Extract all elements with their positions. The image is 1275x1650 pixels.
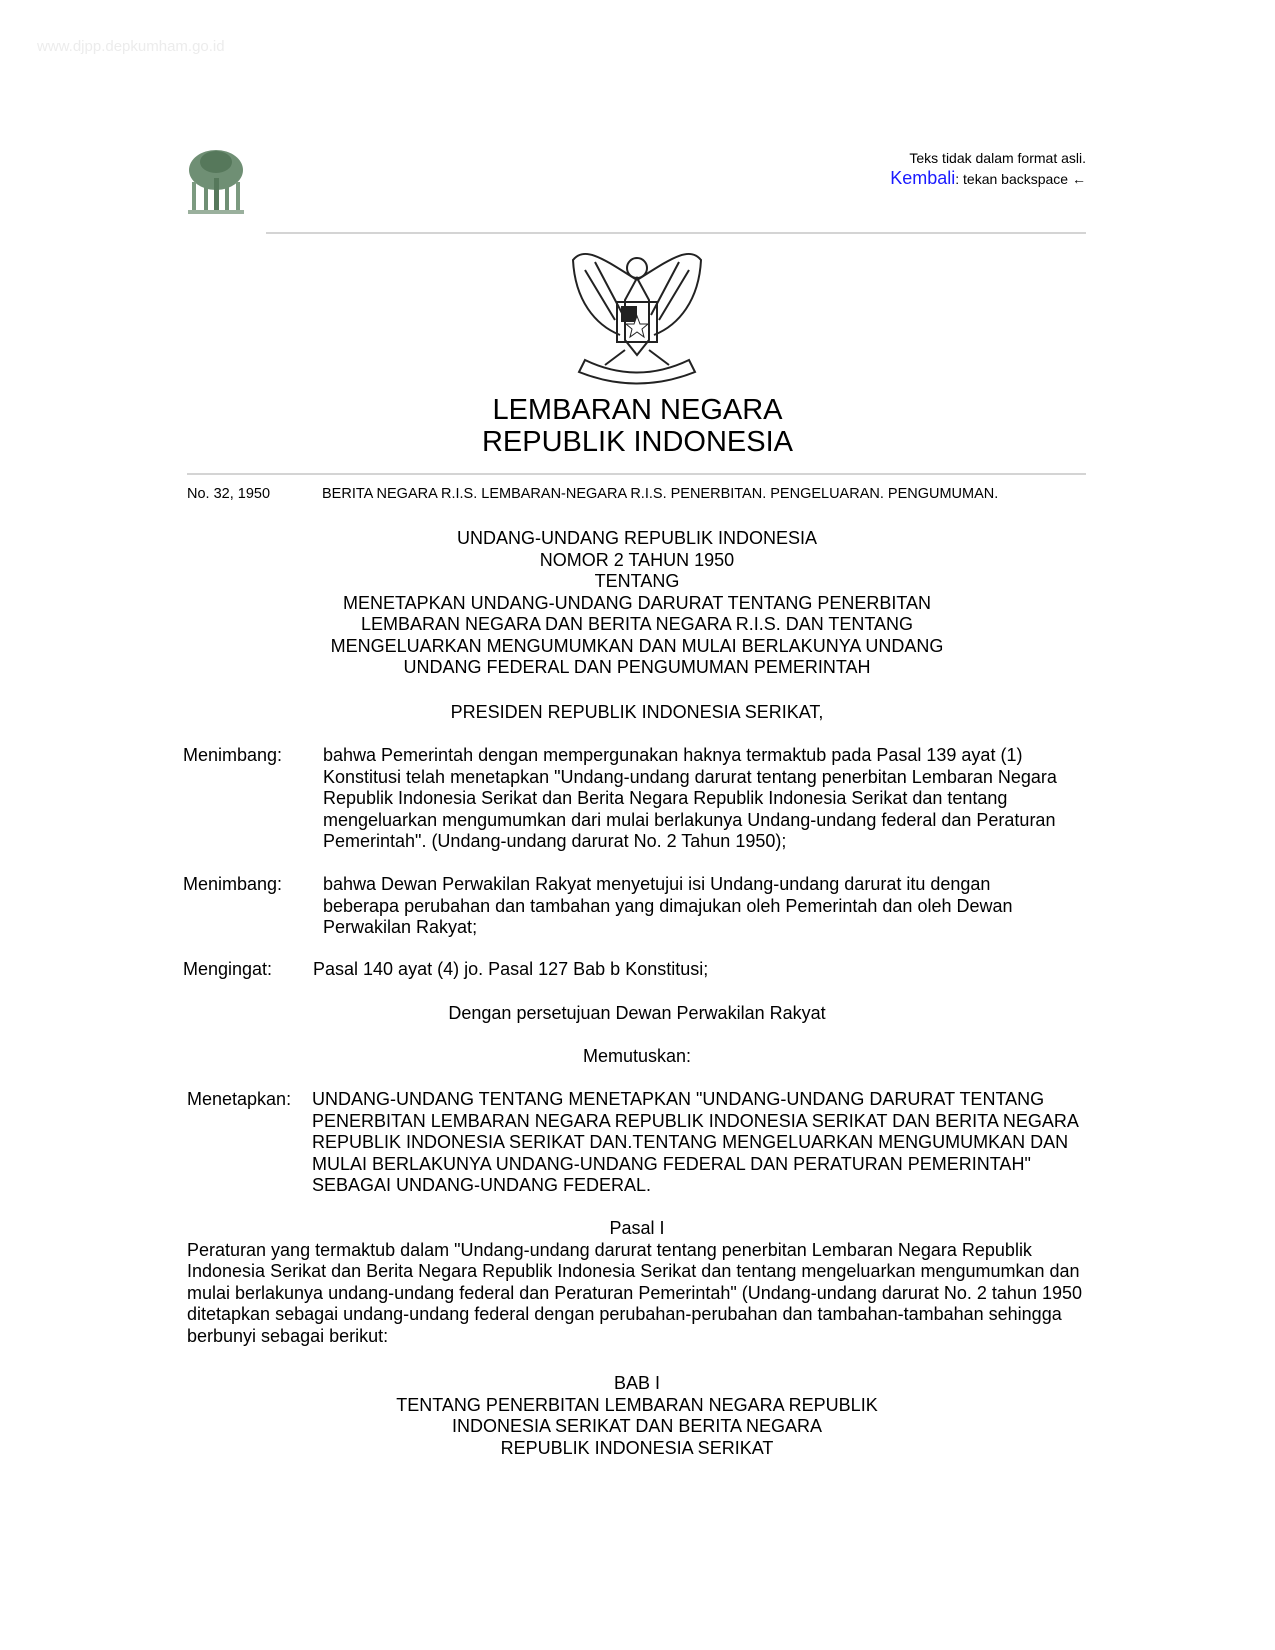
bab-title-line: REPUBLIK INDONESIA SERIKAT [500,1437,774,1458]
menimbang-text: bahwa Dewan Perwakilan Rakyat menyetujui isi Undang-undang darurat itu dengan beberapa perubahan dan tambahan yang dimajukan oleh Pemerintah dan oleh Dewan Perwakilan Rakyat; [323,874,1013,937]
bab-title-line: TENTANG PENERBITAN LEMBARAN NEGARA REPUBLIK [396,1394,878,1415]
title-line: TENTANG [594,571,680,591]
back-hint: : tekan backspace ← [955,171,1086,187]
garuda-emblem-icon [565,240,709,390]
gazette-subject: BERITA NEGARA R.I.S. LEMBARAN-NEGARA R.I.S. PENERBITAN. PENGELUARAN. PENGUMUMAN. [322,486,999,502]
format-note: Teks tidak dalam format asli. [909,150,1086,166]
mengingat-label: Mengingat: [183,959,273,979]
menimbang-label: Menimbang: [183,874,283,894]
title-line: UNDANG-UNDANG REPUBLIK INDONESIA [456,528,818,548]
menimbang-2 [183,874,1063,939]
pasal-1-text: Peraturan yang termaktub dalam "Undang-undang darurat tentang penerbitan Lembaran Negara Republik Indonesia Serikat dan Berita Negara Republik Indonesia Serikat dan tentang mengeluarkan mengumumkan dan mulai berlakunya undang-undang federal dan Peraturan Pemerintah" (Undang-undang darurat No. 2 tahun 1950 ditetapkan sebagai undang-undang federal dengan perubahan-perubahan dan tambahan-tambahan sehingga berbunyi sebagai berikut: [187,1239,1083,1346]
gazette-number: No. 32, 1950 [187,486,271,502]
menetapkan [187,1089,1087,1197]
masthead-line-1: LEMBARAN NEGARA [492,394,783,426]
president-heading: PRESIDEN REPUBLIK INDONESIA SERIKAT, [450,702,824,722]
title-line: NOMOR 2 TAHUN 1950 [539,549,735,570]
bab-1 [187,1373,1087,1459]
masthead-line-2: REPUBLIK INDONESIA [481,426,794,458]
title-line: MENGELUARKAN MENGUMUMKAN DAN MULAI BERLAKUNYA UNDANG [330,635,944,656]
law-title [187,528,1087,679]
mengingat-text: Pasal 140 ayat (4) jo. Pasal 127 Bab b Konstitusi; [313,959,709,979]
back-link[interactable]: Kembali [890,168,956,188]
divider-top [266,232,1086,234]
menimbang-1 [183,745,1088,853]
watermark: www.djpp.depkumham.go.id [37,38,225,55]
title-line: LEMBARAN NEGARA DAN BERITA NEGARA R.I.S. DAN TENTANG [360,614,914,634]
menetapkan-label: Menetapkan: [187,1089,292,1109]
menimbang-label: Menimbang: [183,745,283,765]
menetapkan-text: UNDANG-UNDANG TENTANG MENETAPKAN "UNDANG-UNDANG DARURAT TENTANG PENERBITAN LEMBARAN NEGARA REPUBLIK INDONESIA SERIKAT DAN BERITA NEGARA REPUBLIK INDONESIA SERIKAT DAN.TENTANG MENGELUARKAN MENGUMUMKAN DAN MULAI BERLAKUNYA UNDANG-UNDANG FEDERAL DAN PERATURAN PEMERINTAH" SEBAGAI UNDANG-UNDANG FEDERAL. [312,1089,1078,1195]
tree-logo-icon [186,148,246,216]
title-line: MENETAPKAN UNDANG-UNDANG DARURAT TENTANG PENERBITAN [342,592,932,613]
divider-masthead [187,473,1086,475]
title-line: UNDANG FEDERAL DAN PENGUMUMAN PEMERINTAH [403,657,871,677]
pasal-1-heading: Pasal I [609,1218,665,1238]
persetujuan: Dengan persetujuan Dewan Perwakilan Rakyat [448,1003,826,1023]
bab-title-line: INDONESIA SERIKAT DAN BERITA NEGARA [451,1416,823,1436]
menimbang-text: bahwa Pemerintah dengan mempergunakan haknya termaktub pada Pasal 139 ayat (1) Konstitusi telah menetapkan "Undang-undang darurat tentang penerbitan Lembaran Negara Republik Indonesia Serikat dan Berita Negara Republik Indonesia Serikat dan tentang mengeluarkan mengumumkan dari mulai berlakunya Undang-undang federal dan Peraturan Pemerintah". (Undang-undang darurat No. 2 Tahun 1950); [323,745,1057,851]
bab-heading: BAB I [613,1373,661,1393]
mengingat [183,959,1083,981]
memutuskan: Memutuskan: [582,1046,692,1066]
